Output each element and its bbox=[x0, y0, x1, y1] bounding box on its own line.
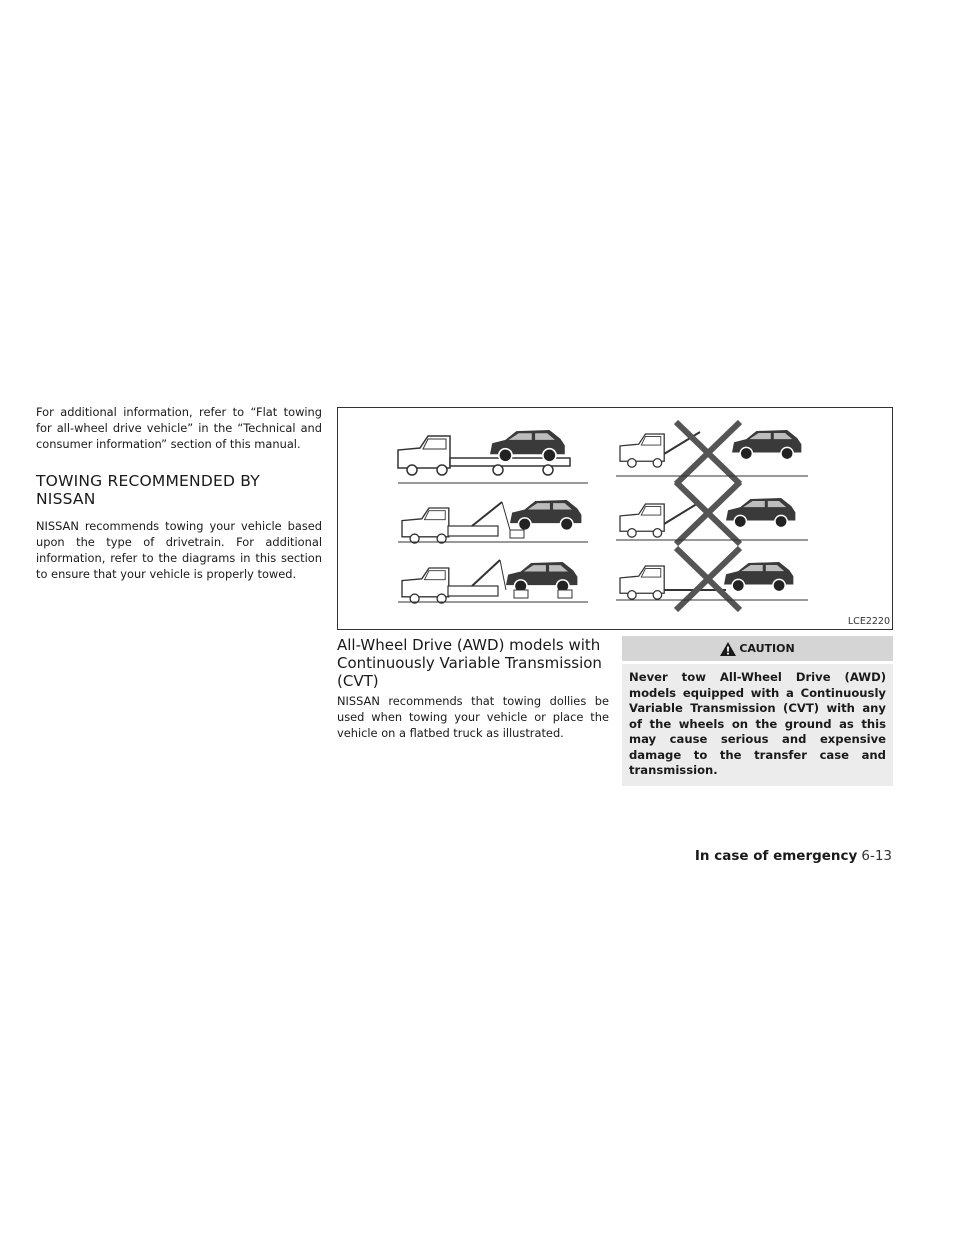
awd-heading: All-Wheel Drive (AWD) models with Continuously Variable Transmission (CVT) bbox=[337, 636, 602, 690]
wheel-lift-dollies-illustration bbox=[402, 560, 577, 603]
figure-code: LCE2220 bbox=[847, 616, 890, 627]
caution-header bbox=[622, 636, 893, 661]
rear-lift-crossed-illustration bbox=[620, 422, 801, 484]
caution-title: CAUTION bbox=[739, 642, 795, 655]
front-lift-crossed-illustration bbox=[620, 482, 795, 544]
tow-bar-crossed-illustration bbox=[620, 548, 793, 610]
intro-paragraph: For additional information, refer to “Flat towing for all-wheel drive vehicle” in the “Technical and consumer information” section of this manual. bbox=[36, 405, 322, 451]
towing-illustration bbox=[338, 408, 894, 631]
caution-text: Never tow All-Wheel Drive (AWD) models equipped with a Continuously Variable Transmission (CVT) with any of the wheels on the ground as this may cause serious and expensive damage to the transfer case and transmission. bbox=[622, 664, 893, 786]
towing-heading: TOWING RECOMMENDED BY NISSAN bbox=[36, 472, 260, 508]
footer-section-title: In case of emergency bbox=[694, 848, 858, 864]
page-footer bbox=[695, 848, 892, 864]
warning-icon bbox=[720, 642, 736, 656]
caution-box bbox=[622, 636, 893, 786]
flatbed-illustration bbox=[398, 430, 570, 475]
towing-body: NISSAN recommends towing your vehicle based upon the type of drivetrain. For additional information, refer to the diagrams in this section to ensure that your vehicle is properly towed. bbox=[36, 519, 322, 581]
towing-diagram bbox=[337, 407, 893, 630]
awd-body: NISSAN recommends that towing dollies be used when towing your vehicle or place the vehicle on a flatbed truck as illustrated. bbox=[337, 694, 609, 740]
wheel-lift-illustration bbox=[402, 500, 581, 543]
page-number: 6-13 bbox=[861, 848, 892, 864]
